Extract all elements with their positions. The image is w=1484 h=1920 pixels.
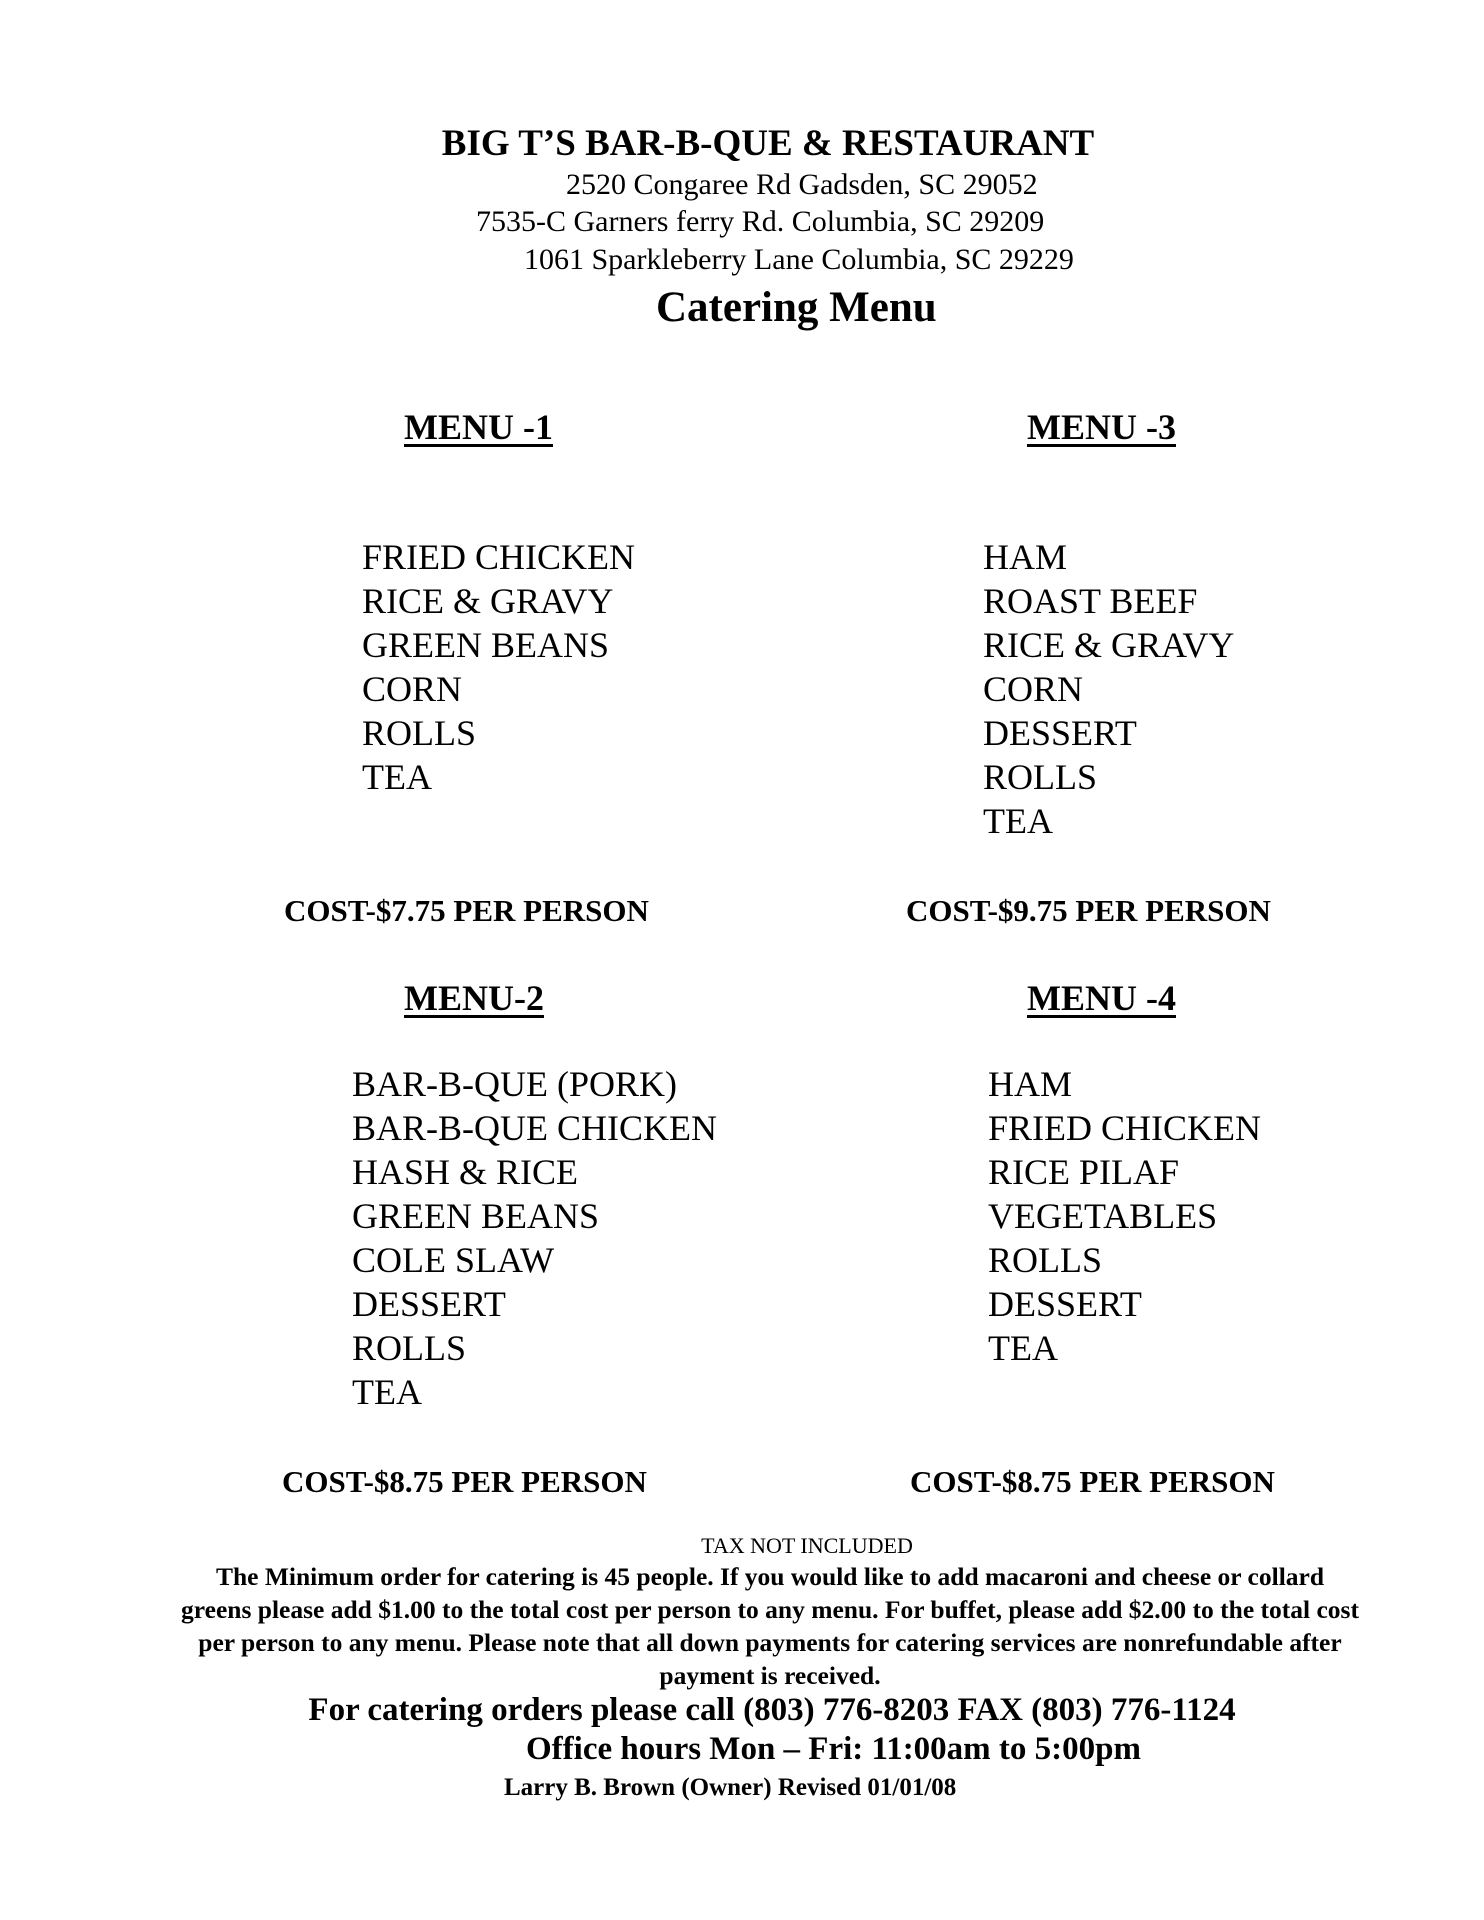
menu-item: HAM [988,1064,1073,1104]
menu-2-cost: COST-$8.75 PER PERSON [282,1464,647,1499]
owner-revision: Larry B. Brown (Owner) Revised 01/01/08 [504,1774,957,1801]
menu-item: VEGETABLES [988,1196,1218,1236]
contact-phone-fax: For catering orders please call (803) 776-8203 FAX (803) 776-1124 [308,1692,1236,1728]
menu-item: DESSERT [983,713,1137,753]
menu-item: TEA [362,757,432,797]
menu-item: CORN [362,669,463,709]
menu-item: ROLLS [983,757,1098,797]
address-sparkleberry: 1061 Sparkleberry Lane Columbia, SC 29229 [524,243,1074,276]
menu-3-heading: MENU -3 [1027,407,1176,447]
menu-item: CORN [983,669,1084,709]
menu-item: TEA [983,801,1053,841]
menu-item: ROLLS [988,1240,1103,1280]
menu-item: FRIED CHICKEN [988,1108,1262,1148]
menu-item: COLE SLAW [352,1240,555,1280]
menu-item: TEA [352,1372,422,1412]
menu-item: HAM [983,537,1068,577]
menu-item: RICE & GRAVY [362,581,614,621]
menu-item: BAR-B-QUE CHICKEN [352,1108,717,1148]
page-title: Catering Menu [656,284,937,331]
menu-item: RICE PILAF [988,1152,1180,1192]
menu-3-items [983,535,1234,843]
menu-item: BAR-B-QUE (PORK) [352,1064,678,1104]
menu-1-cost: COST-$7.75 PER PERSON [284,893,649,928]
address-garners-ferry: 7535-C Garners ferry Rd. Columbia, SC 29209 [476,205,1045,238]
menu-4-items [988,1062,1261,1370]
menu-item: TEA [988,1328,1058,1368]
menu-1-heading: MENU -1 [404,407,553,447]
menu-2-heading: MENU-2 [404,978,544,1018]
restaurant-name: BIG T’S BAR-B-QUE & RESTAURANT [441,123,1095,164]
menu-item: FRIED CHICKEN [362,537,636,577]
menu-item: GREEN BEANS [352,1196,600,1236]
menu-item: DESSERT [988,1284,1142,1324]
menu-2-items [352,1062,717,1414]
menu-4-cost: COST-$8.75 PER PERSON [910,1464,1275,1499]
menu-4-heading: MENU -4 [1027,978,1176,1018]
menu-item: GREEN BEANS [362,625,610,665]
address-gadsden: 2520 Congaree Rd Gadsden, SC 29052 [566,168,1038,201]
menu-item: ROLLS [352,1328,467,1368]
catering-terms: The Minimum order for catering is 45 people. If you would like to add macaroni and cheese or collard greens please add $1.00 to the total cost per person to any menu. For buffet, please add $2.00 to the total cost per person to any menu. Please note that all down payments for catering services are nonrefundable after payment is received. [181,1562,1359,1690]
menu-item: ROAST BEEF [983,581,1198,621]
menu-item: ROLLS [362,713,477,753]
office-hours: Office hours Mon – Fri: 11:00am to 5:00pm [526,1731,1141,1767]
menu-1-items [362,535,635,799]
menu-3-cost: COST-$9.75 PER PERSON [906,893,1271,928]
menu-item: HASH & RICE [352,1152,579,1192]
menu-item: RICE & GRAVY [983,625,1235,665]
tax-note: TAX NOT INCLUDED [701,1533,913,1558]
menu-item: DESSERT [352,1284,506,1324]
